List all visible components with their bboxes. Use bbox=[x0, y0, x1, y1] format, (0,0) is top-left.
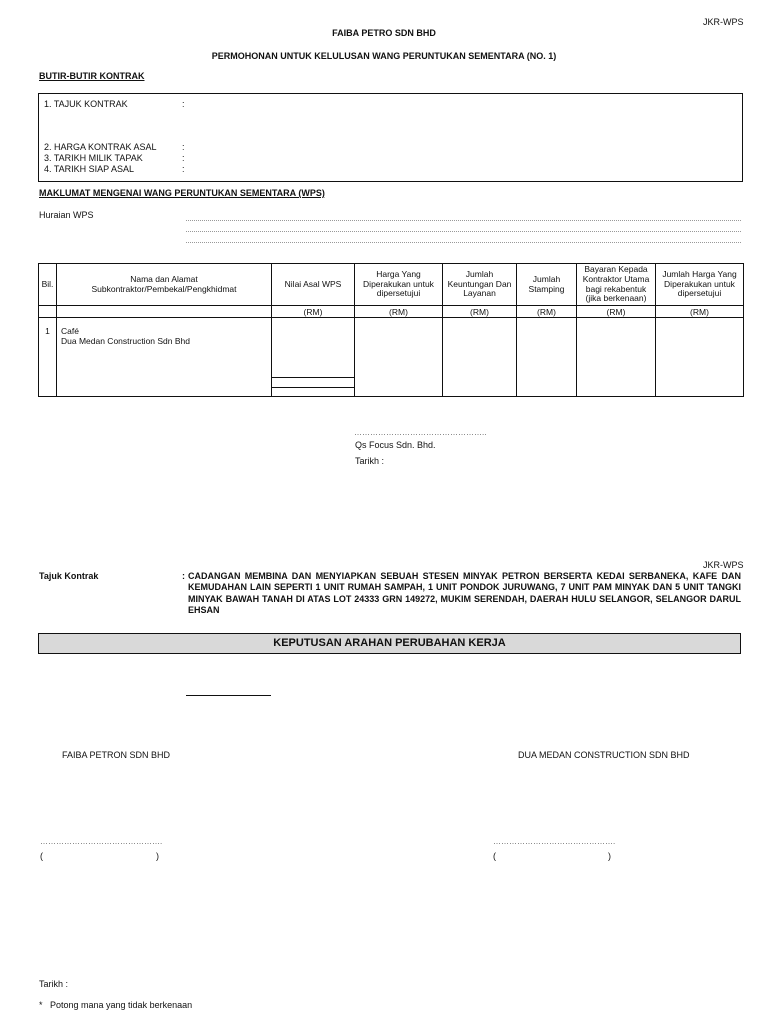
left-paren-open: ( bbox=[40, 851, 43, 861]
tajuk-colon: : bbox=[182, 571, 185, 581]
row-item-name: Café bbox=[61, 326, 79, 336]
qs-name: Qs Focus Sdn. Bhd. bbox=[355, 440, 436, 450]
unit-rm: (RM) bbox=[355, 306, 443, 318]
contract-title-label: 1. TAJUK KONTRAK bbox=[44, 99, 128, 109]
form-title: PERMOHONAN UNTUK KELULUSAN WANG PERUNTUKAN SEMENTARA (NO. 1) bbox=[211, 51, 557, 61]
row-name-cell bbox=[57, 318, 272, 397]
original-completion-colon: : bbox=[182, 164, 185, 174]
row-bil: 1 bbox=[39, 318, 57, 397]
unit-rm: (RM) bbox=[443, 306, 517, 318]
right-paren-open: ( bbox=[493, 851, 496, 861]
wps-description-line-3 bbox=[186, 242, 741, 243]
left-paren-close: ) bbox=[156, 851, 159, 861]
profit-cell bbox=[443, 318, 517, 397]
right-paren-close: ) bbox=[608, 851, 611, 861]
certified-price-cell bbox=[355, 318, 443, 397]
date-label-2: Tarikh : bbox=[39, 979, 69, 989]
form-code-2: JKR-WPS bbox=[703, 560, 744, 570]
qs-date-label: Tarikh : bbox=[355, 456, 385, 466]
party-left: FAIBA PETRON SDN BHD bbox=[62, 750, 171, 760]
unit-rm: (RM) bbox=[577, 306, 656, 318]
tajuk-text: CADANGAN MEMBINA DAN MENYIAPKAN SEBUAH STESEN MINYAK PETRON BERSERTA KEDAI SERBANEKA, KAFE DAN KEMUDAHAN LAIN SEPERTI 1 UNIT RUMAH SAMPAH, 1 UNIT PONDOK JURUWANG, 7 UNIT PAM MINYAK DAN 5 UNIT TANGKI MINYAK BAWAH TANAH DI ATAS LOT 24333 GRN 149272, MUKIM SERENDAH, DAERAH HULU SELANGOR, SELANGOR DARUL EHSAN bbox=[188, 571, 741, 616]
design-payment-cell bbox=[577, 318, 656, 397]
tajuk-label: Tajuk Kontrak bbox=[39, 571, 99, 581]
original-price-colon: : bbox=[182, 142, 185, 152]
col-header-name: Nama dan Alamat Subkontraktor/Pembekal/Pengkhidmat bbox=[57, 264, 272, 306]
right-signature-dots: ………………………………………. bbox=[493, 837, 616, 846]
row-company: Dua Medan Construction Sdn Bhd bbox=[61, 336, 190, 346]
wps-description-line-2 bbox=[186, 231, 741, 232]
contract-section-title: BUTIR-BUTIR KONTRAK bbox=[39, 71, 145, 81]
col-header-certified-price: Harga Yang Diperakukan untuk dipersetujui bbox=[355, 264, 443, 306]
table-row bbox=[39, 318, 744, 397]
unit-rm: (RM) bbox=[272, 306, 355, 318]
col-header-profit: Jumlah Keuntungan Dan Layanan bbox=[443, 264, 517, 306]
party-right: DUA MEDAN CONSTRUCTION SDN BHD bbox=[518, 750, 690, 760]
wps-description-line-1 bbox=[186, 220, 741, 221]
unit-rm: (RM) bbox=[656, 306, 744, 318]
left-signature-dots: ………………………………………. bbox=[40, 837, 163, 846]
col-header-design-payment: Bayaran Kepada Kontraktor Utama bagi rekabentuk (jika berkenaan) bbox=[577, 264, 656, 306]
wps-section-title: MAKLUMAT MENGENAI WANG PERUNTUKAN SEMENTARA (WPS) bbox=[39, 188, 325, 198]
form-code: JKR-WPS bbox=[703, 17, 744, 27]
original-price-label: 2. HARGA KONTRAK ASAL bbox=[44, 142, 157, 152]
contract-title-colon: : bbox=[182, 99, 185, 109]
site-possession-label: 3. TARIKH MILIK TAPAK bbox=[44, 153, 143, 163]
original-completion-label: 4. TARIKH SIAP ASAL bbox=[44, 164, 135, 174]
original-value-cell bbox=[272, 318, 355, 397]
wps-description-label: Huraian WPS bbox=[39, 210, 94, 220]
company-name: FAIBA PETRO SDN BHD bbox=[332, 28, 436, 38]
total-price-cell bbox=[656, 318, 744, 397]
col-header-bil: Bil. bbox=[39, 264, 57, 306]
decision-banner: KEPUTUSAN ARAHAN PERUBAHAN KERJA bbox=[38, 633, 741, 654]
wps-table bbox=[38, 263, 744, 397]
short-rule bbox=[186, 695, 271, 696]
footnote-star: * bbox=[39, 1000, 43, 1010]
qs-signature-dots: ………………………………………….. bbox=[354, 428, 487, 437]
col-header-original-value: Nilai Asal WPS bbox=[272, 264, 355, 306]
stamping-cell bbox=[517, 318, 577, 397]
col-header-stamping: Jumlah Stamping bbox=[517, 264, 577, 306]
col-header-total-price: Jumlah Harga Yang Diperakukan untuk dipersetujui bbox=[656, 264, 744, 306]
unit-rm: (RM) bbox=[517, 306, 577, 318]
footnote: Potong mana yang tidak berkenaan bbox=[50, 1000, 193, 1010]
site-possession-colon: : bbox=[182, 153, 185, 163]
contract-details-box bbox=[38, 93, 743, 182]
